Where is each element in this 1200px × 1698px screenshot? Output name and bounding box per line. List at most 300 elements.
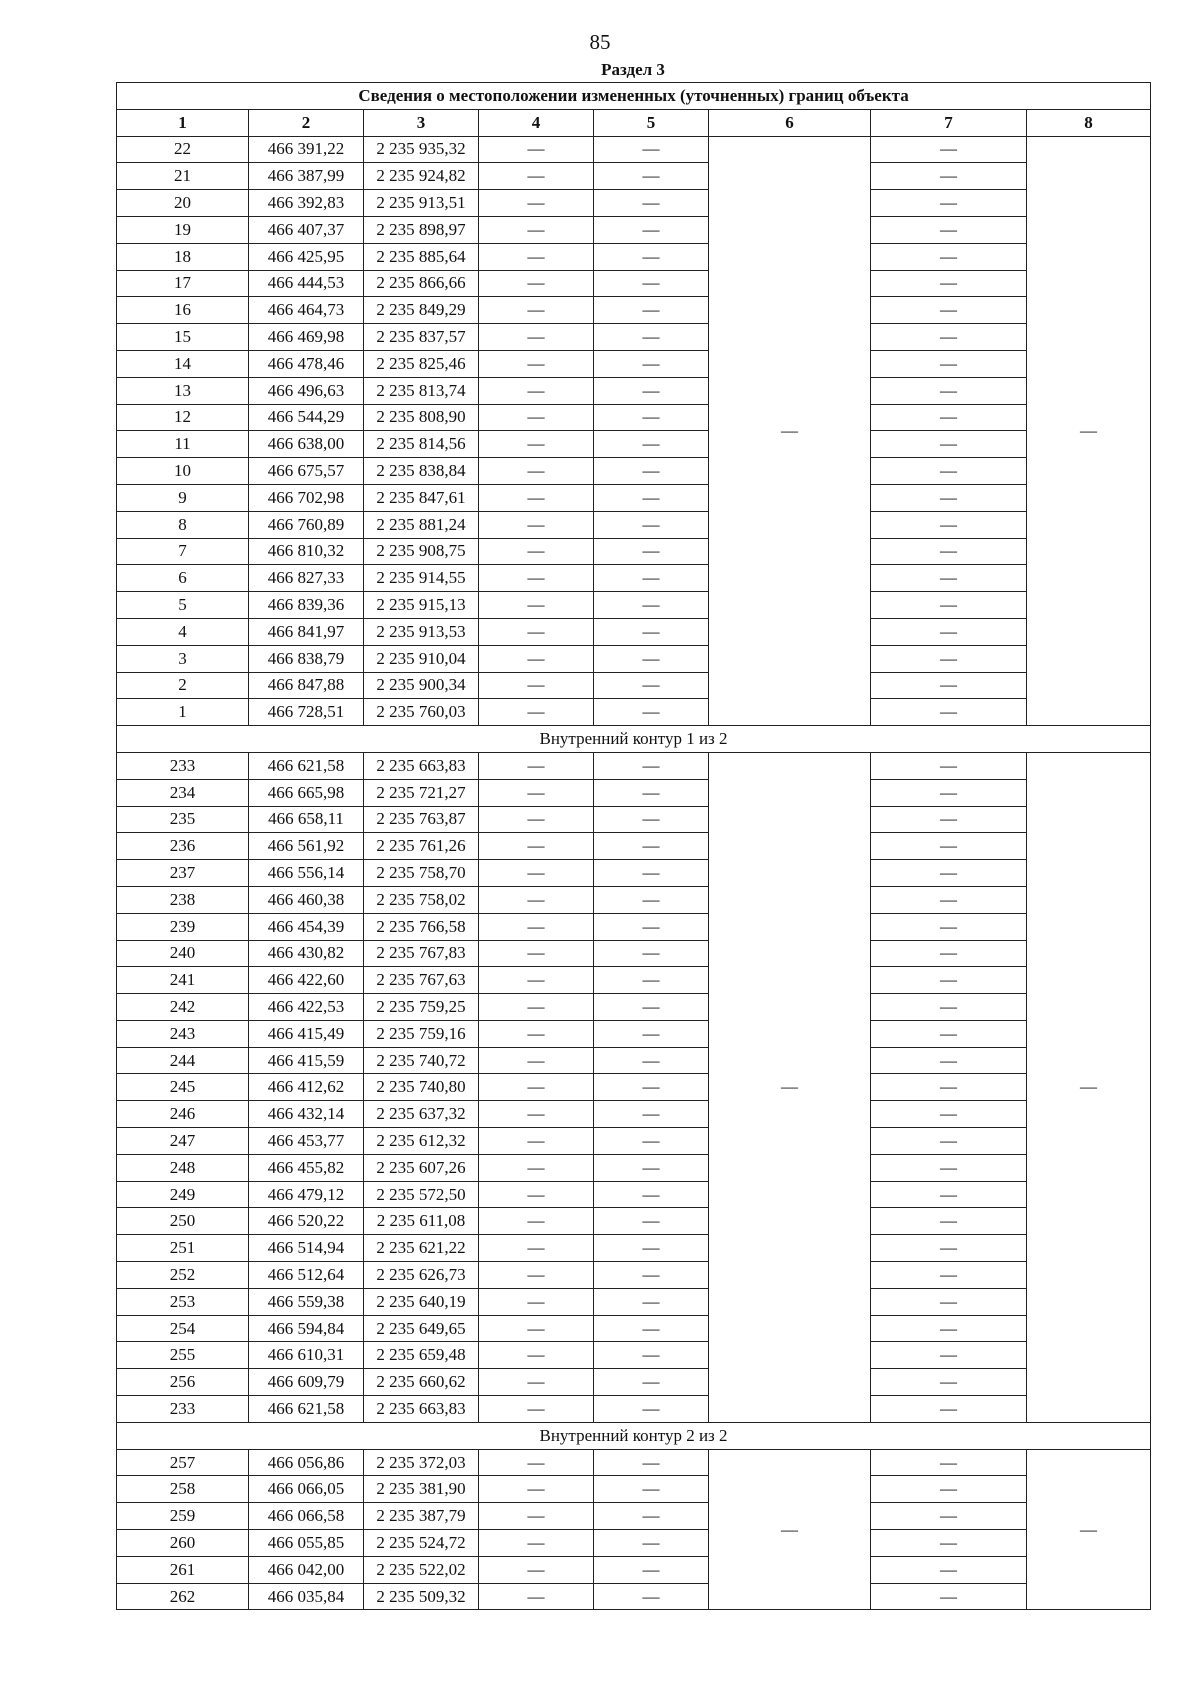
col4-dash-cell: —: [479, 1101, 594, 1128]
point-number-cell: 10: [117, 458, 249, 485]
point-number-cell: 255: [117, 1342, 249, 1369]
col5-dash-cell: —: [594, 1503, 709, 1530]
table-row: [117, 672, 1151, 699]
col4-dash-cell: —: [479, 618, 594, 645]
col5-dash-cell: —: [594, 1235, 709, 1262]
col4-dash-cell: —: [479, 1503, 594, 1530]
coordinate-y-cell: 2 235 808,90: [364, 404, 479, 431]
table-row: [117, 1449, 1151, 1476]
table-row: [117, 350, 1151, 377]
coordinate-y-cell: 2 235 885,64: [364, 243, 479, 270]
column-header-6: 6: [709, 109, 871, 136]
col4-dash-cell: —: [479, 163, 594, 190]
col5-dash-cell: —: [594, 297, 709, 324]
col4-dash-cell: —: [479, 1342, 594, 1369]
col5-dash-cell: —: [594, 377, 709, 404]
coordinate-y-cell: 2 235 924,82: [364, 163, 479, 190]
coordinate-x-cell: 466 847,88: [249, 672, 364, 699]
coordinate-y-cell: 2 235 740,72: [364, 1047, 479, 1074]
col4-dash-cell: —: [479, 752, 594, 779]
col7-dash-cell: —: [871, 1262, 1027, 1289]
col4-dash-cell: —: [479, 511, 594, 538]
col5-dash-cell: —: [594, 1128, 709, 1155]
col7-dash-cell: —: [871, 860, 1027, 887]
col4-dash-cell: —: [479, 806, 594, 833]
col7-dash-cell: —: [871, 1583, 1027, 1610]
coordinate-x-cell: 466 432,14: [249, 1101, 364, 1128]
col7-dash-cell: —: [871, 592, 1027, 619]
coordinate-y-cell: 2 235 908,75: [364, 538, 479, 565]
point-number-cell: 244: [117, 1047, 249, 1074]
table-row: [117, 645, 1151, 672]
point-number-cell: 17: [117, 270, 249, 297]
coordinate-y-cell: 2 235 837,57: [364, 324, 479, 351]
col4-dash-cell: —: [479, 860, 594, 887]
coordinate-x-cell: 466 469,98: [249, 324, 364, 351]
point-number-cell: 234: [117, 779, 249, 806]
point-number-cell: 22: [117, 136, 249, 163]
coordinate-y-cell: 2 235 900,34: [364, 672, 479, 699]
col7-dash-cell: —: [871, 1342, 1027, 1369]
coordinate-x-cell: 466 453,77: [249, 1128, 364, 1155]
col5-dash-cell: —: [594, 1154, 709, 1181]
coordinate-x-cell: 466 066,05: [249, 1476, 364, 1503]
coordinate-y-cell: 2 235 611,08: [364, 1208, 479, 1235]
coordinate-y-cell: 2 235 607,26: [364, 1154, 479, 1181]
coordinate-x-cell: 466 479,12: [249, 1181, 364, 1208]
col7-dash-cell: —: [871, 1074, 1027, 1101]
coordinate-x-cell: 466 035,84: [249, 1583, 364, 1610]
col7-dash-cell: —: [871, 779, 1027, 806]
coordinate-x-cell: 466 430,82: [249, 940, 364, 967]
section-title: Раздел 3: [601, 60, 665, 79]
col4-dash-cell: —: [479, 324, 594, 351]
point-number-cell: 240: [117, 940, 249, 967]
col7-dash-cell: —: [871, 1047, 1027, 1074]
coordinate-x-cell: 466 455,82: [249, 1154, 364, 1181]
col5-dash-cell: —: [594, 458, 709, 485]
col7-dash-cell: —: [871, 1449, 1027, 1476]
col8-merged-cell: —: [1027, 752, 1151, 1422]
col7-dash-cell: —: [871, 752, 1027, 779]
col7-dash-cell: —: [871, 967, 1027, 994]
col5-dash-cell: —: [594, 779, 709, 806]
coordinate-y-cell: 2 235 721,27: [364, 779, 479, 806]
coordinate-y-cell: 2 235 813,74: [364, 377, 479, 404]
coordinate-x-cell: 466 556,14: [249, 860, 364, 887]
coordinate-x-cell: 466 425,95: [249, 243, 364, 270]
col5-dash-cell: —: [594, 243, 709, 270]
point-number-cell: 260: [117, 1530, 249, 1557]
table-body: [117, 136, 1151, 1610]
coordinate-x-cell: 466 760,89: [249, 511, 364, 538]
table-row: [117, 1262, 1151, 1289]
table-row: [117, 1208, 1151, 1235]
col5-dash-cell: —: [594, 592, 709, 619]
point-number-cell: 253: [117, 1288, 249, 1315]
col7-dash-cell: —: [871, 297, 1027, 324]
col7-dash-cell: —: [871, 645, 1027, 672]
point-number-cell: 254: [117, 1315, 249, 1342]
col7-dash-cell: —: [871, 1315, 1027, 1342]
point-number-cell: 261: [117, 1556, 249, 1583]
col5-dash-cell: —: [594, 270, 709, 297]
col7-dash-cell: —: [871, 324, 1027, 351]
point-number-cell: 256: [117, 1369, 249, 1396]
coordinate-x-cell: 466 056,86: [249, 1449, 364, 1476]
page-number: 85: [589, 30, 611, 54]
col7-dash-cell: —: [871, 940, 1027, 967]
coordinate-x-cell: 466 454,39: [249, 913, 364, 940]
column-header-3: 3: [364, 109, 479, 136]
col4-dash-cell: —: [479, 1530, 594, 1557]
coordinate-x-cell: 466 514,94: [249, 1235, 364, 1262]
point-number-cell: 6: [117, 565, 249, 592]
point-number-cell: 9: [117, 484, 249, 511]
coordinate-x-cell: 466 609,79: [249, 1369, 364, 1396]
col5-dash-cell: —: [594, 324, 709, 351]
coordinate-x-cell: 466 422,60: [249, 967, 364, 994]
coordinate-y-cell: 2 235 759,25: [364, 994, 479, 1021]
col4-dash-cell: —: [479, 1154, 594, 1181]
col5-dash-cell: —: [594, 136, 709, 163]
col7-dash-cell: —: [871, 886, 1027, 913]
table-row: [117, 994, 1151, 1021]
table-row: [117, 1396, 1151, 1423]
col5-dash-cell: —: [594, 1181, 709, 1208]
col6-merged-cell: —: [709, 1449, 871, 1610]
col7-dash-cell: —: [871, 350, 1027, 377]
point-number-cell: 8: [117, 511, 249, 538]
coordinate-x-cell: 466 387,99: [249, 163, 364, 190]
table-row: [117, 1235, 1151, 1262]
coordinate-x-cell: 466 621,58: [249, 752, 364, 779]
coordinate-x-cell: 466 415,49: [249, 1020, 364, 1047]
point-number-cell: 243: [117, 1020, 249, 1047]
coordinate-x-cell: 466 610,31: [249, 1342, 364, 1369]
col4-dash-cell: —: [479, 779, 594, 806]
col4-dash-cell: —: [479, 1047, 594, 1074]
col7-dash-cell: —: [871, 806, 1027, 833]
table-row: [117, 404, 1151, 431]
coordinate-x-cell: 466 544,29: [249, 404, 364, 431]
col5-dash-cell: —: [594, 1449, 709, 1476]
col7-dash-cell: —: [871, 1530, 1027, 1557]
column-header-5: 5: [594, 109, 709, 136]
coordinate-x-cell: 466 728,51: [249, 699, 364, 726]
coordinate-x-cell: 466 407,37: [249, 216, 364, 243]
table-row: [117, 511, 1151, 538]
point-number-cell: 233: [117, 1396, 249, 1423]
col5-dash-cell: —: [594, 1208, 709, 1235]
col7-dash-cell: —: [871, 1503, 1027, 1530]
table-row: [117, 163, 1151, 190]
contour-label: Внутренний контур 2 из 2: [117, 1422, 1151, 1449]
col5-dash-cell: —: [594, 511, 709, 538]
point-number-cell: 249: [117, 1181, 249, 1208]
col7-dash-cell: —: [871, 404, 1027, 431]
col4-dash-cell: —: [479, 1369, 594, 1396]
col7-dash-cell: —: [871, 994, 1027, 1021]
coordinate-x-cell: 466 810,32: [249, 538, 364, 565]
table-row: [117, 1020, 1151, 1047]
col5-dash-cell: —: [594, 431, 709, 458]
col4-dash-cell: —: [479, 1556, 594, 1583]
table-row: [117, 538, 1151, 565]
col7-dash-cell: —: [871, 1235, 1027, 1262]
table-row: [117, 1556, 1151, 1583]
col4-dash-cell: —: [479, 190, 594, 217]
col5-dash-cell: —: [594, 994, 709, 1021]
coordinate-x-cell: 466 638,00: [249, 431, 364, 458]
coordinate-y-cell: 2 235 663,83: [364, 1396, 479, 1423]
col4-dash-cell: —: [479, 1208, 594, 1235]
col5-dash-cell: —: [594, 1288, 709, 1315]
col7-dash-cell: —: [871, 190, 1027, 217]
col5-dash-cell: —: [594, 1047, 709, 1074]
coordinate-x-cell: 466 496,63: [249, 377, 364, 404]
point-number-cell: 16: [117, 297, 249, 324]
table-row: [117, 1476, 1151, 1503]
col8-merged-cell: —: [1027, 136, 1151, 726]
table-row: [117, 1583, 1151, 1610]
table-row: [117, 484, 1151, 511]
col7-dash-cell: —: [871, 1288, 1027, 1315]
col7-dash-cell: —: [871, 1154, 1027, 1181]
col5-dash-cell: —: [594, 645, 709, 672]
coordinate-x-cell: 466 066,58: [249, 1503, 364, 1530]
table-row: [117, 270, 1151, 297]
point-number-cell: 233: [117, 752, 249, 779]
table-row: [117, 699, 1151, 726]
coordinate-x-cell: 466 412,62: [249, 1074, 364, 1101]
col4-dash-cell: —: [479, 1262, 594, 1289]
col4-dash-cell: —: [479, 913, 594, 940]
contour-label-row: [117, 726, 1151, 753]
coordinate-y-cell: 2 235 663,83: [364, 752, 479, 779]
coordinate-y-cell: 2 235 640,19: [364, 1288, 479, 1315]
col5-dash-cell: —: [594, 940, 709, 967]
col5-dash-cell: —: [594, 1476, 709, 1503]
col4-dash-cell: —: [479, 1074, 594, 1101]
col7-dash-cell: —: [871, 1476, 1027, 1503]
col7-dash-cell: —: [871, 484, 1027, 511]
coordinate-y-cell: 2 235 915,13: [364, 592, 479, 619]
coordinate-y-cell: 2 235 659,48: [364, 1342, 479, 1369]
point-number-cell: 11: [117, 431, 249, 458]
coordinate-y-cell: 2 235 381,90: [364, 1476, 479, 1503]
table-row: [117, 860, 1151, 887]
col4-dash-cell: —: [479, 243, 594, 270]
coordinate-y-cell: 2 235 759,16: [364, 1020, 479, 1047]
col5-dash-cell: —: [594, 1101, 709, 1128]
point-number-cell: 251: [117, 1235, 249, 1262]
col5-dash-cell: —: [594, 538, 709, 565]
point-number-cell: 21: [117, 163, 249, 190]
table-row: [117, 324, 1151, 351]
col5-dash-cell: —: [594, 752, 709, 779]
point-number-cell: 2: [117, 672, 249, 699]
point-number-cell: 4: [117, 618, 249, 645]
col5-dash-cell: —: [594, 404, 709, 431]
coordinate-x-cell: 466 839,36: [249, 592, 364, 619]
col5-dash-cell: —: [594, 1556, 709, 1583]
col5-dash-cell: —: [594, 1396, 709, 1423]
coordinate-x-cell: 466 444,53: [249, 270, 364, 297]
coordinate-x-cell: 466 392,83: [249, 190, 364, 217]
contour-label: Внутренний контур 1 из 2: [117, 726, 1151, 753]
col4-dash-cell: —: [479, 967, 594, 994]
coordinate-y-cell: 2 235 509,32: [364, 1583, 479, 1610]
col5-dash-cell: —: [594, 886, 709, 913]
table-row: [117, 806, 1151, 833]
col4-dash-cell: —: [479, 1476, 594, 1503]
point-number-cell: 241: [117, 967, 249, 994]
column-header-7: 7: [871, 109, 1027, 136]
coordinate-y-cell: 2 235 763,87: [364, 806, 479, 833]
point-number-cell: 12: [117, 404, 249, 431]
col5-dash-cell: —: [594, 860, 709, 887]
coordinate-x-cell: 466 675,57: [249, 458, 364, 485]
col5-dash-cell: —: [594, 672, 709, 699]
coordinate-x-cell: 466 422,53: [249, 994, 364, 1021]
col4-dash-cell: —: [479, 565, 594, 592]
col4-dash-cell: —: [479, 592, 594, 619]
coordinate-y-cell: 2 235 626,73: [364, 1262, 479, 1289]
col5-dash-cell: —: [594, 484, 709, 511]
table-row: [117, 1047, 1151, 1074]
table-row: [117, 1315, 1151, 1342]
point-number-cell: 235: [117, 806, 249, 833]
coordinate-y-cell: 2 235 910,04: [364, 645, 479, 672]
col4-dash-cell: —: [479, 1288, 594, 1315]
coordinate-x-cell: 466 838,79: [249, 645, 364, 672]
point-number-cell: 248: [117, 1154, 249, 1181]
col4-dash-cell: —: [479, 1583, 594, 1610]
table-row: [117, 779, 1151, 806]
point-number-cell: 14: [117, 350, 249, 377]
col7-dash-cell: —: [871, 1556, 1027, 1583]
point-number-cell: 257: [117, 1449, 249, 1476]
col7-dash-cell: —: [871, 431, 1027, 458]
col7-dash-cell: —: [871, 833, 1027, 860]
coordinate-y-cell: 2 235 814,56: [364, 431, 479, 458]
col4-dash-cell: —: [479, 431, 594, 458]
coordinate-x-cell: 466 665,98: [249, 779, 364, 806]
point-number-cell: 258: [117, 1476, 249, 1503]
point-number-cell: 5: [117, 592, 249, 619]
col4-dash-cell: —: [479, 270, 594, 297]
table-caption: Сведения о местоположении измененных (уточненных) границ объекта: [117, 83, 1151, 110]
col5-dash-cell: —: [594, 913, 709, 940]
coordinate-y-cell: 2 235 522,02: [364, 1556, 479, 1583]
col4-dash-cell: —: [479, 484, 594, 511]
col7-dash-cell: —: [871, 1181, 1027, 1208]
coordinate-x-cell: 466 460,38: [249, 886, 364, 913]
col4-dash-cell: —: [479, 833, 594, 860]
col5-dash-cell: —: [594, 1262, 709, 1289]
col5-dash-cell: —: [594, 1342, 709, 1369]
col7-dash-cell: —: [871, 511, 1027, 538]
coordinate-x-cell: 466 559,38: [249, 1288, 364, 1315]
col4-dash-cell: —: [479, 940, 594, 967]
col7-dash-cell: —: [871, 216, 1027, 243]
coordinate-y-cell: 2 235 612,32: [364, 1128, 479, 1155]
col4-dash-cell: —: [479, 886, 594, 913]
point-number-cell: 246: [117, 1101, 249, 1128]
table-row: [117, 1530, 1151, 1557]
coordinate-x-cell: 466 464,73: [249, 297, 364, 324]
col5-dash-cell: —: [594, 1020, 709, 1047]
col7-dash-cell: —: [871, 1396, 1027, 1423]
table-row: [117, 618, 1151, 645]
col7-dash-cell: —: [871, 270, 1027, 297]
col7-dash-cell: —: [871, 1128, 1027, 1155]
col4-dash-cell: —: [479, 1396, 594, 1423]
table-row: [117, 833, 1151, 860]
point-number-cell: 1: [117, 699, 249, 726]
col5-dash-cell: —: [594, 699, 709, 726]
col5-dash-cell: —: [594, 967, 709, 994]
col7-dash-cell: —: [871, 377, 1027, 404]
col4-dash-cell: —: [479, 538, 594, 565]
col5-dash-cell: —: [594, 618, 709, 645]
col5-dash-cell: —: [594, 833, 709, 860]
col4-dash-cell: —: [479, 297, 594, 324]
coordinate-y-cell: 2 235 898,97: [364, 216, 479, 243]
col5-dash-cell: —: [594, 190, 709, 217]
coordinate-y-cell: 2 235 637,32: [364, 1101, 479, 1128]
col6-merged-cell: —: [709, 752, 871, 1422]
col7-dash-cell: —: [871, 1208, 1027, 1235]
table-row: [117, 297, 1151, 324]
coordinate-x-cell: 466 055,85: [249, 1530, 364, 1557]
point-number-cell: 19: [117, 216, 249, 243]
point-number-cell: 18: [117, 243, 249, 270]
table-row: [117, 886, 1151, 913]
table-row: [117, 216, 1151, 243]
point-number-cell: 242: [117, 994, 249, 1021]
col5-dash-cell: —: [594, 350, 709, 377]
col4-dash-cell: —: [479, 377, 594, 404]
column-header-8: 8: [1027, 109, 1151, 136]
col4-dash-cell: —: [479, 1235, 594, 1262]
column-header-row: [117, 109, 1151, 136]
coordinate-y-cell: 2 235 881,24: [364, 511, 479, 538]
coordinate-y-cell: 2 235 766,58: [364, 913, 479, 940]
coordinate-y-cell: 2 235 913,53: [364, 618, 479, 645]
table-row: [117, 431, 1151, 458]
col7-dash-cell: —: [871, 1369, 1027, 1396]
table-row: [117, 377, 1151, 404]
col7-dash-cell: —: [871, 1020, 1027, 1047]
coordinate-y-cell: 2 235 760,03: [364, 699, 479, 726]
col5-dash-cell: —: [594, 163, 709, 190]
col4-dash-cell: —: [479, 216, 594, 243]
col7-dash-cell: —: [871, 672, 1027, 699]
col7-dash-cell: —: [871, 243, 1027, 270]
col5-dash-cell: —: [594, 565, 709, 592]
coordinate-x-cell: 466 391,22: [249, 136, 364, 163]
col7-dash-cell: —: [871, 618, 1027, 645]
col5-dash-cell: —: [594, 1530, 709, 1557]
col7-dash-cell: —: [871, 136, 1027, 163]
coordinate-x-cell: 466 512,64: [249, 1262, 364, 1289]
coordinate-y-cell: 2 235 913,51: [364, 190, 479, 217]
col7-dash-cell: —: [871, 538, 1027, 565]
coordinate-x-cell: 466 658,11: [249, 806, 364, 833]
point-number-cell: 245: [117, 1074, 249, 1101]
